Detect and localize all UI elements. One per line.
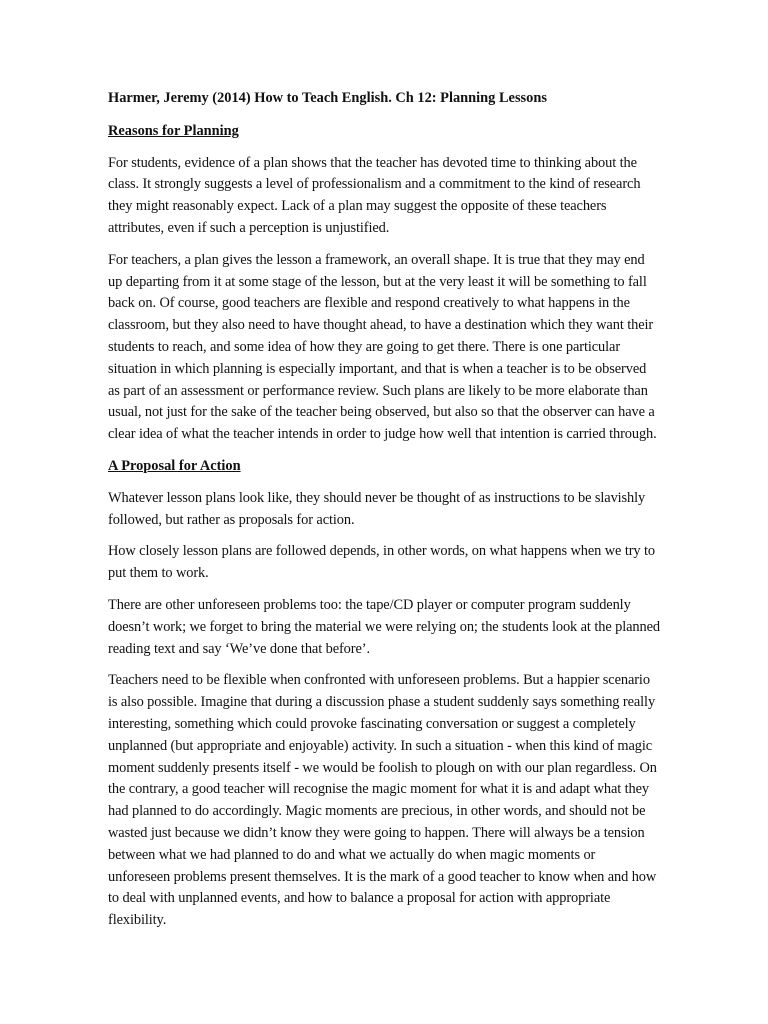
document-title: Harmer, Jeremy (2014) How to Teach English. Ch 12: Planning Lessons xyxy=(108,90,547,106)
heading-proposal-for-action: A Proposal for Action xyxy=(108,457,241,474)
document-page xyxy=(108,88,660,942)
paragraph-lesson-plans-proposals: Whatever lesson plans look like, they should never be thought of as instructions to be slavishly followed, but rather as proposals for action. xyxy=(108,489,646,528)
paragraph-teachers-plan: For teachers, a plan gives the lesson a framework, an overall shape. It is true that they may end up departing from it at some stage of the lesson, but at the very least it will be something to fall back on. Of course, good teachers are flexible and respond creatively to what happens in the classroom, but they also need to have thought ahead, to have a destination which they want their students to reach, and some idea of how they are going to get there. There is one particular situation in which planning is especially important, and that is when a teacher is to be observed as part of an assessment or performance review. Such plans are likely to be more elaborate than usual, not just for the sake of the teacher being observed, but also so that the observer can have a clear idea of what the teacher intends in order to judge how well that intention is carried through. xyxy=(108,251,657,443)
paragraph-students-plan: For students, evidence of a plan shows that the teacher has devoted time to thinking about the class. It strongly suggests a level of professionalism and a commitment to the kind of research they might reasonably expect. Lack of a plan may suggest the opposite of these teachers attributes, even if such a perception is unjustified. xyxy=(108,154,641,236)
paragraph-how-closely-followed: How closely lesson plans are followed depends, in other words, on what happens when we try to put them to work. xyxy=(108,543,656,582)
paragraph-magic-moments: Teachers need to be flexible when confronted with unforeseen problems. But a happier scenario is also possible. Imagine that during a discussion phase a student suddenly says something really interesting, something which could provoke fascinating conversation or suggest a completely unplanned (but appropriate and enjoyable) activity. In such a situation - when this kind of magic moment suddenly presents itself - we would be foolish to plough on with our plan regardless. On the contrary, a good teacher will recognise the magic moment for what it is and adapt what they had planned to do accordingly. Magic moments are precious, in other words, and should not be wasted just because we didn’t know they were going to happen. There will always be a tension between what we had planned to do and what we actually do when magic moments or unforeseen problems present themselves. It is the mark of a good teacher to know when and how to deal with unplanned events, and how to balance a proposal for action with appropriate flexibility. xyxy=(108,672,657,929)
heading-reasons-for-planning: Reasons for Planning xyxy=(108,122,239,139)
paragraph-unforeseen-problems: There are other unforeseen problems too: the tape/CD player or computer program suddenly doesn’t work; we forget to bring the material we were relying on; the students look at the planned reading text and say ‘We’ve done that before’. xyxy=(108,596,660,657)
